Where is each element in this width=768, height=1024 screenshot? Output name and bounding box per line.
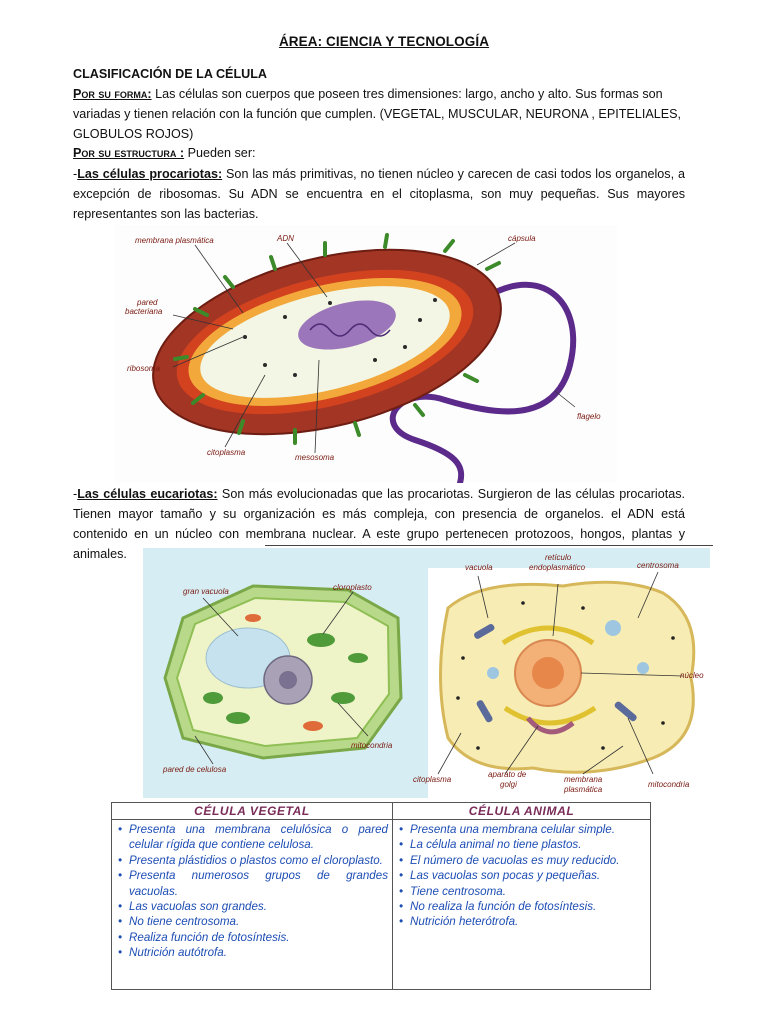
label-mitocondria-animal: mitocondria [648,780,690,789]
label-citoplasma: citoplasma [207,448,246,457]
horizontal-rule [265,545,713,546]
vegetal-item: • No tiene centrosoma. [118,914,388,929]
label-nucleo: núcleo [680,671,704,680]
label-gran-vacuola: gran vacuola [183,587,229,596]
classification-heading: CLASIFICACIÓN DE LA CÉLULA [73,67,268,81]
eucariotas-dash: - [73,487,78,501]
animal-item: • Tiene centrosoma. [399,884,646,899]
animal-item: • La célula animal no tiene plastos. [399,837,646,852]
label-reticulo-2: endoplasmático [529,563,586,572]
label-golgi-1: aparato de [488,770,527,779]
label-adn: ADN [277,234,294,243]
label-membrana-1: membrana [564,775,603,784]
document-title: ÁREA: CIENCIA Y TECNOLOGÍA [278,34,490,49]
animal-cell [413,553,710,798]
label-flagelo: flagelo [577,412,601,421]
label-capsula: cápsula [508,234,536,243]
vegetal-item: • Realiza función de fotosíntesis. [118,930,388,945]
vegetal-column [112,820,393,990]
vegetal-item: • Las vacuolas son grandes. [118,899,388,914]
header-celula-vegetal: CÉLULA VEGETAL [112,803,393,820]
por-forma-text: Las células son cuerpos que poseen tres dimensiones: largo, ancho y alto. Sus formas son variadas y tienen relación con la función que cumplen. (VEGETAL, MUSCULAR, NEURONA , EPITELIALES, GLOBULOS ROJOS) [73,87,682,141]
por-estructura-paragraph [73,143,685,163]
procariotas-paragraph [73,164,685,224]
por-estructura-label: Por su estructura : [73,146,185,160]
comparison-table [111,802,651,990]
header-celula-animal: CÉLULA ANIMAL [393,803,651,820]
por-estructura-text: Pueden ser: [184,146,256,160]
label-pared-celulosa: pared de celulosa [163,765,227,774]
label-pared: pared [137,298,158,307]
procariotas-dash: - [73,167,78,181]
vegetal-item: • Nutrición autótrofa. [118,945,388,960]
prokaryote-diagram [115,225,617,483]
label-mitocondria-plant: mitocondria [351,741,393,750]
animal-item: • El número de vacuolas es muy reducido. [399,853,646,868]
animal-item: • Nutrición heterótrofa. [399,914,646,929]
label-centrosoma: centrosoma [637,561,679,570]
vegetal-item: • Presenta numerosos grupos de grandes vacuolas. [118,868,388,899]
por-forma-paragraph [73,84,685,144]
animal-item: • Presenta una membrana celular simple. [399,822,646,837]
animal-column [393,820,651,990]
label-mesosoma: mesosoma [295,453,335,462]
label-cloroplasto: cloroplasto [333,583,372,592]
label-reticulo-1: retículo [545,553,572,562]
label-bacteriana: bacteriana [125,307,163,316]
vegetal-item: • Presenta una membrana celulósica o pared celular rígida que contiene celulosa. [118,822,388,853]
animal-item: • No realiza la función de fotosíntesis. [399,899,646,914]
eukaryote-diagram [143,548,710,798]
procariotas-text: Son las más primitivas, no tienen núcleo y carecen de casi todos los organelos, a excepción de ribosomas. Su ADN se encuentra en el citoplasma, son muy pequeñas. Sus mayores representantes son las bacterias. [73,167,685,221]
label-ribosoma: ribosoma [127,364,160,373]
animal-item: • Las vacuolas son pocas y pequeñas. [399,868,646,883]
vegetal-item: • Presenta plástidios o plastos como el cloroplasto. [118,853,388,868]
eucariotas-label: Las células eucariotas: [77,487,218,501]
label-vacuola: vacuola [465,563,493,572]
label-citoplasma-animal: citoplasma [413,775,452,784]
eucariotas-text: Son más evolucionadas que las procariotas. Surgieron de las células procariotas. Tienen mayor tamaño y su organización es más compleja, con presencia de organelos. el ADN está contenido en un núcleo con membrana nuclear. A este grupo pertenecen protozoos, hongos, plantas y animales. [73,487,686,561]
label-golgi-2: golgi [500,780,517,789]
por-forma-label: Por su forma: [73,87,152,101]
label-membrana-plasmatica: membrana plasmática [135,236,214,245]
procariotas-label: Las células procariotas: [77,167,223,181]
label-membrana-2: plasmática [564,785,603,794]
